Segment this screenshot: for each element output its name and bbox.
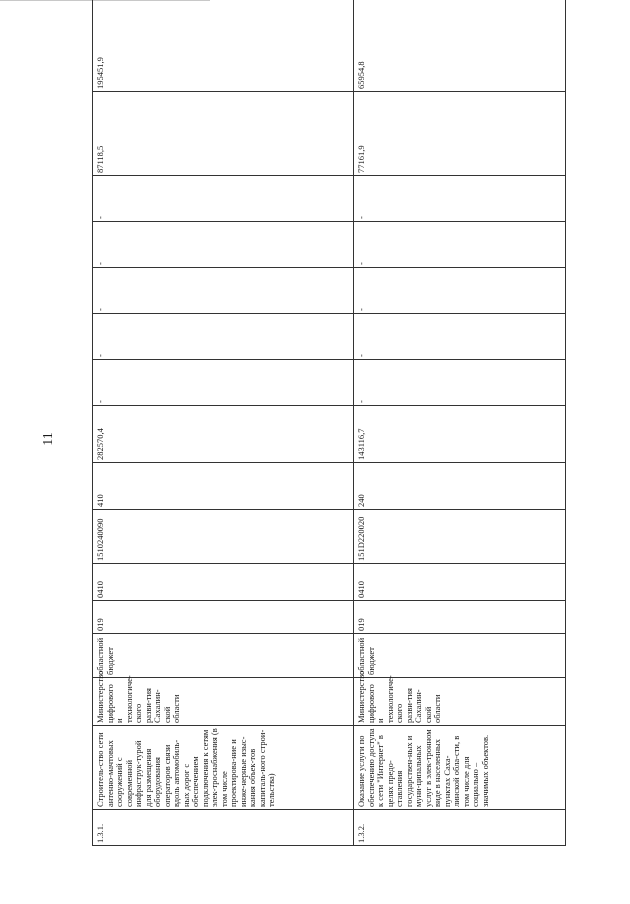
cell-executor: Министерство цифрового и технологиче-ского разви-тия Сахалин-ской области	[354, 678, 566, 726]
cell-dash: -	[93, 268, 354, 314]
cell-csr: 1510240090	[93, 510, 354, 564]
cell-grbs: 019	[93, 601, 354, 634]
cell-dash: -	[354, 222, 566, 268]
cell-dash: -	[93, 222, 354, 268]
cell-vr: 240	[354, 463, 566, 510]
cell-year-b: 65954,8	[354, 0, 566, 92]
page-number: 11	[41, 432, 56, 446]
cell-grbs: 019	[354, 601, 566, 634]
rotated-table-wrapper	[92, 44, 565, 846]
cell-num: 1.3.2.	[354, 810, 566, 846]
cell-year-a: 77161,9	[354, 92, 566, 176]
cell-dash: -	[354, 268, 566, 314]
cell-year-a: 87118,5	[93, 92, 354, 176]
cell-vr: 410	[93, 463, 354, 510]
cell-total: 282570,4	[93, 406, 354, 463]
cell-dash: -	[354, 360, 566, 406]
cell-name: Оказание услуги по обеспечению доступа к сети "Интернет" в целях предо-ставления государствен-ных и муни-ципальных услуг в элек-тронном виде в населенных пунктах Саха-линской обла-сти, в том числе для социально – значимых объектов.	[354, 726, 566, 810]
table-row	[354, 0, 566, 846]
cell-source: областной бюджет	[354, 634, 566, 678]
cell-dash: -	[354, 314, 566, 360]
cell-source: областной бюджет	[93, 634, 354, 678]
cell-rzpr: 0410	[354, 564, 566, 601]
cell-dash: -	[354, 176, 566, 222]
cell-rzpr: 0410	[93, 564, 354, 601]
cell-num: 1.3.1.	[93, 810, 354, 846]
cell-year-b: 195451,9	[93, 0, 354, 92]
cell-csr: 151D220020	[354, 510, 566, 564]
cell-dash: -	[93, 314, 354, 360]
cell-dash: -	[93, 176, 354, 222]
cell-executor: Министерство цифрового и технологиче-ского разви-тия Сахалин-ской области	[93, 678, 354, 726]
table-row	[93, 0, 354, 846]
cell-name: Строитель-ство сети антенно-мачтовых сооружений с современной инфраструк-турой для размещения оборудования операторов связи вдоль автомобиль-ных дорог с обеспечением подключения к сетям элек-троснабжения (в том числе проектирова-ние и инже-нерные изыс-кания объек-тов капиталь-ного строи-тельства)	[93, 726, 354, 810]
cell-dash: -	[93, 360, 354, 406]
cell-total: 143116,7	[354, 406, 566, 463]
budget-table	[92, 0, 566, 846]
